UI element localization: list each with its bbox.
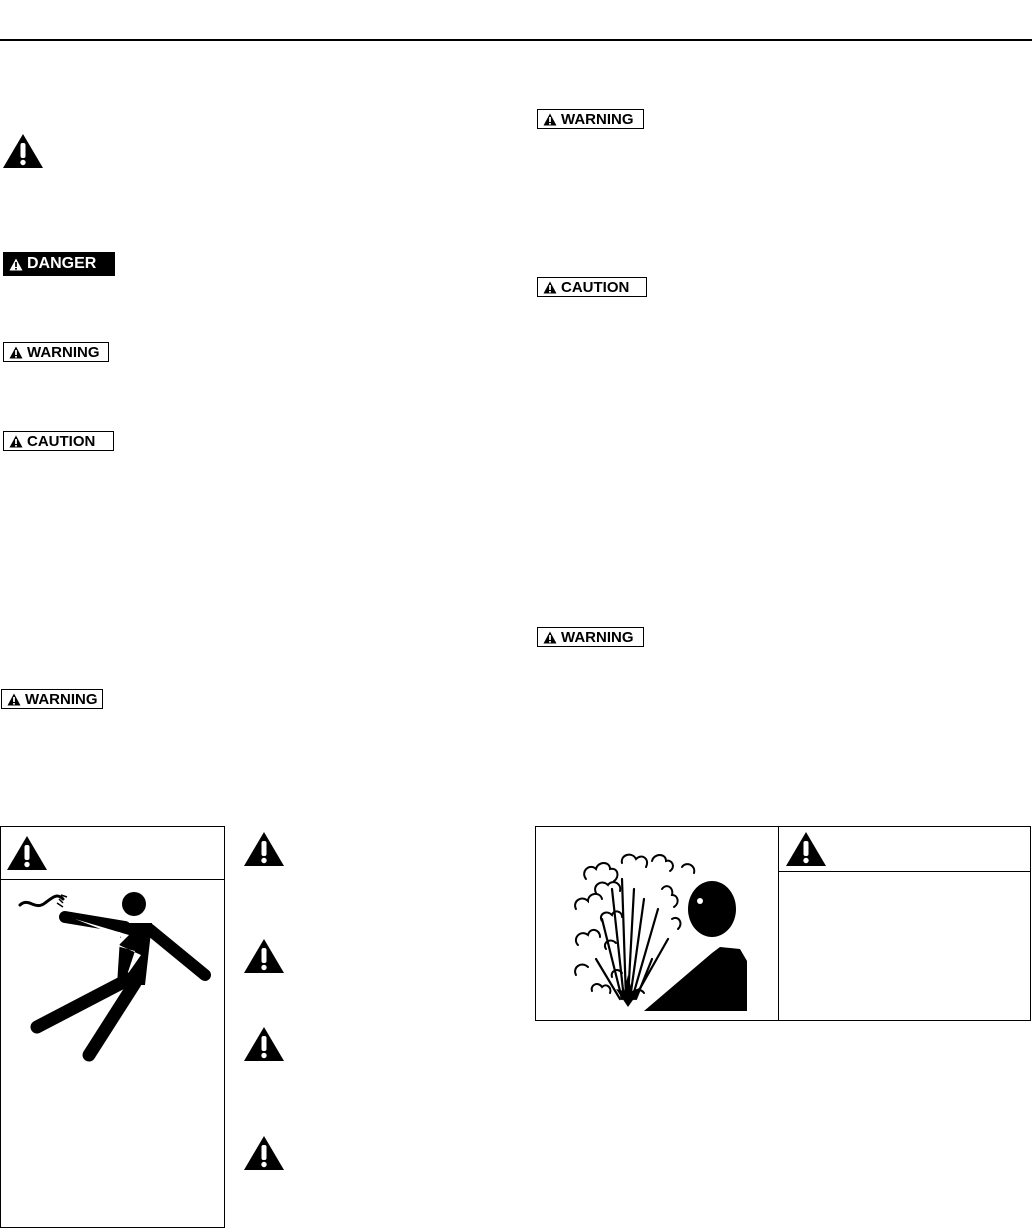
warning-triangle-icon — [543, 281, 557, 294]
caution-label-text: CAUTION — [27, 432, 96, 450]
warning-label — [1, 689, 103, 709]
explosion-icon — [572, 849, 747, 1016]
warning-triangle-icon — [543, 113, 557, 126]
hazard-box-vertical-divider — [778, 827, 779, 1020]
warning-label-text: WARNING — [561, 110, 634, 128]
safety-alert-icon — [243, 1135, 285, 1171]
safety-alert-icon — [785, 831, 827, 867]
electric-shock-hazard-box — [0, 826, 225, 1228]
hazard-box-divider — [1, 879, 224, 880]
safety-alert-icon — [243, 831, 285, 867]
safety-alert-icon — [243, 1026, 285, 1062]
warning-triangle-icon — [9, 435, 23, 448]
warning-label — [537, 109, 644, 129]
warning-label-text: WARNING — [27, 343, 100, 361]
warning-triangle-icon — [9, 346, 23, 359]
header-rule — [0, 39, 1032, 41]
warning-triangle-icon — [543, 631, 557, 644]
explosion-hazard-box — [535, 826, 1031, 1021]
electric-shock-icon — [17, 887, 217, 1067]
caution-label — [537, 277, 647, 297]
warning-triangle-icon — [7, 693, 21, 706]
danger-label-text: DANGER — [27, 255, 97, 272]
warning-label-text: WARNING — [561, 628, 634, 646]
safety-alert-icon — [243, 938, 285, 974]
warning-label-text: WARNING — [25, 690, 98, 708]
warning-label — [3, 342, 109, 362]
caution-label-text: CAUTION — [561, 278, 630, 296]
warning-label — [537, 627, 644, 647]
caution-label — [3, 431, 114, 451]
safety-alert-icon — [2, 133, 44, 169]
hazard-box-divider — [779, 871, 1031, 872]
danger-label — [3, 252, 115, 276]
warning-triangle-icon — [9, 258, 23, 271]
safety-alert-icon — [6, 835, 48, 871]
